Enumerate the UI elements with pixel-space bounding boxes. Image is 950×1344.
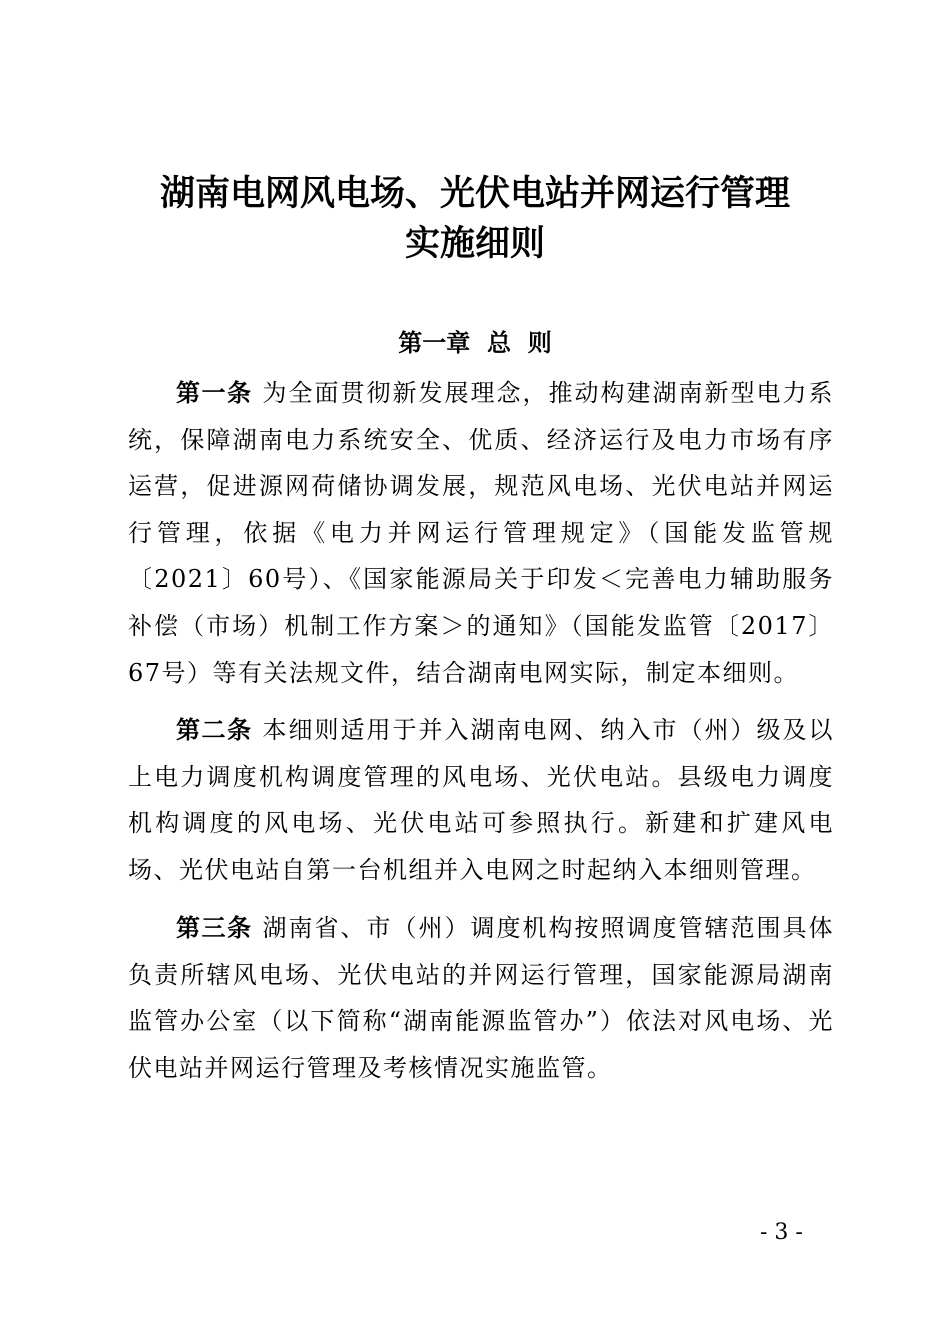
article-label-2: 第二条 [176,716,253,744]
article-label-1: 第一条 [176,379,253,407]
article-paragraph-2 [128,707,834,893]
article-text-1: 为全面贯彻新发展理念，推动构建湖南新型电力系统，保障湖南电力系统安全、优质、经济运行及电力市场有序运营，促进源网荷储协调发展，规范风电场、光伏电站并网运行管理，依据《电力并网运行管理规定》（国能发监管规〔2021〕60号）、《国家能源局关于印发＜完善电力辅助服务补偿（市场）机制工作方案＞的通知》（国能发监管〔2017〕67号）等有关法规文件，结合湖南电网实际，制定本细则。 [128,379,834,687]
article-text-2: 本细则适用于并入湖南电网、纳入市（州）级及以上电力调度机构调度管理的风电场、光伏电站。县级电力调度机构调度的风电场、光伏电站可参照执行。新建和扩建风电场、光伏电站自第一台机组并入电网之时起纳入本细则管理。 [128,716,834,884]
article-text-3: 湖南省、市（州）调度机构按照调度管辖范围具体负责所辖风电场、光伏电站的并网运行管理，国家能源局湖南监管办公室（以下简称“湖南能源监管办”）依法对风电场、光伏电站并网运行管理及考核情况实施监管。 [128,914,834,1082]
document-title-line1: 湖南电网风电场、光伏电站并网运行管理 [159,173,790,214]
chapter-heading: 第一章 总 则 [398,329,552,357]
article-label-3: 第三条 [176,914,253,942]
document-title-line2: 实施细则 [404,223,545,264]
page-number: - 3 - [760,1220,803,1245]
article-paragraph-3 [128,905,834,1091]
article-paragraph-1 [128,370,834,696]
